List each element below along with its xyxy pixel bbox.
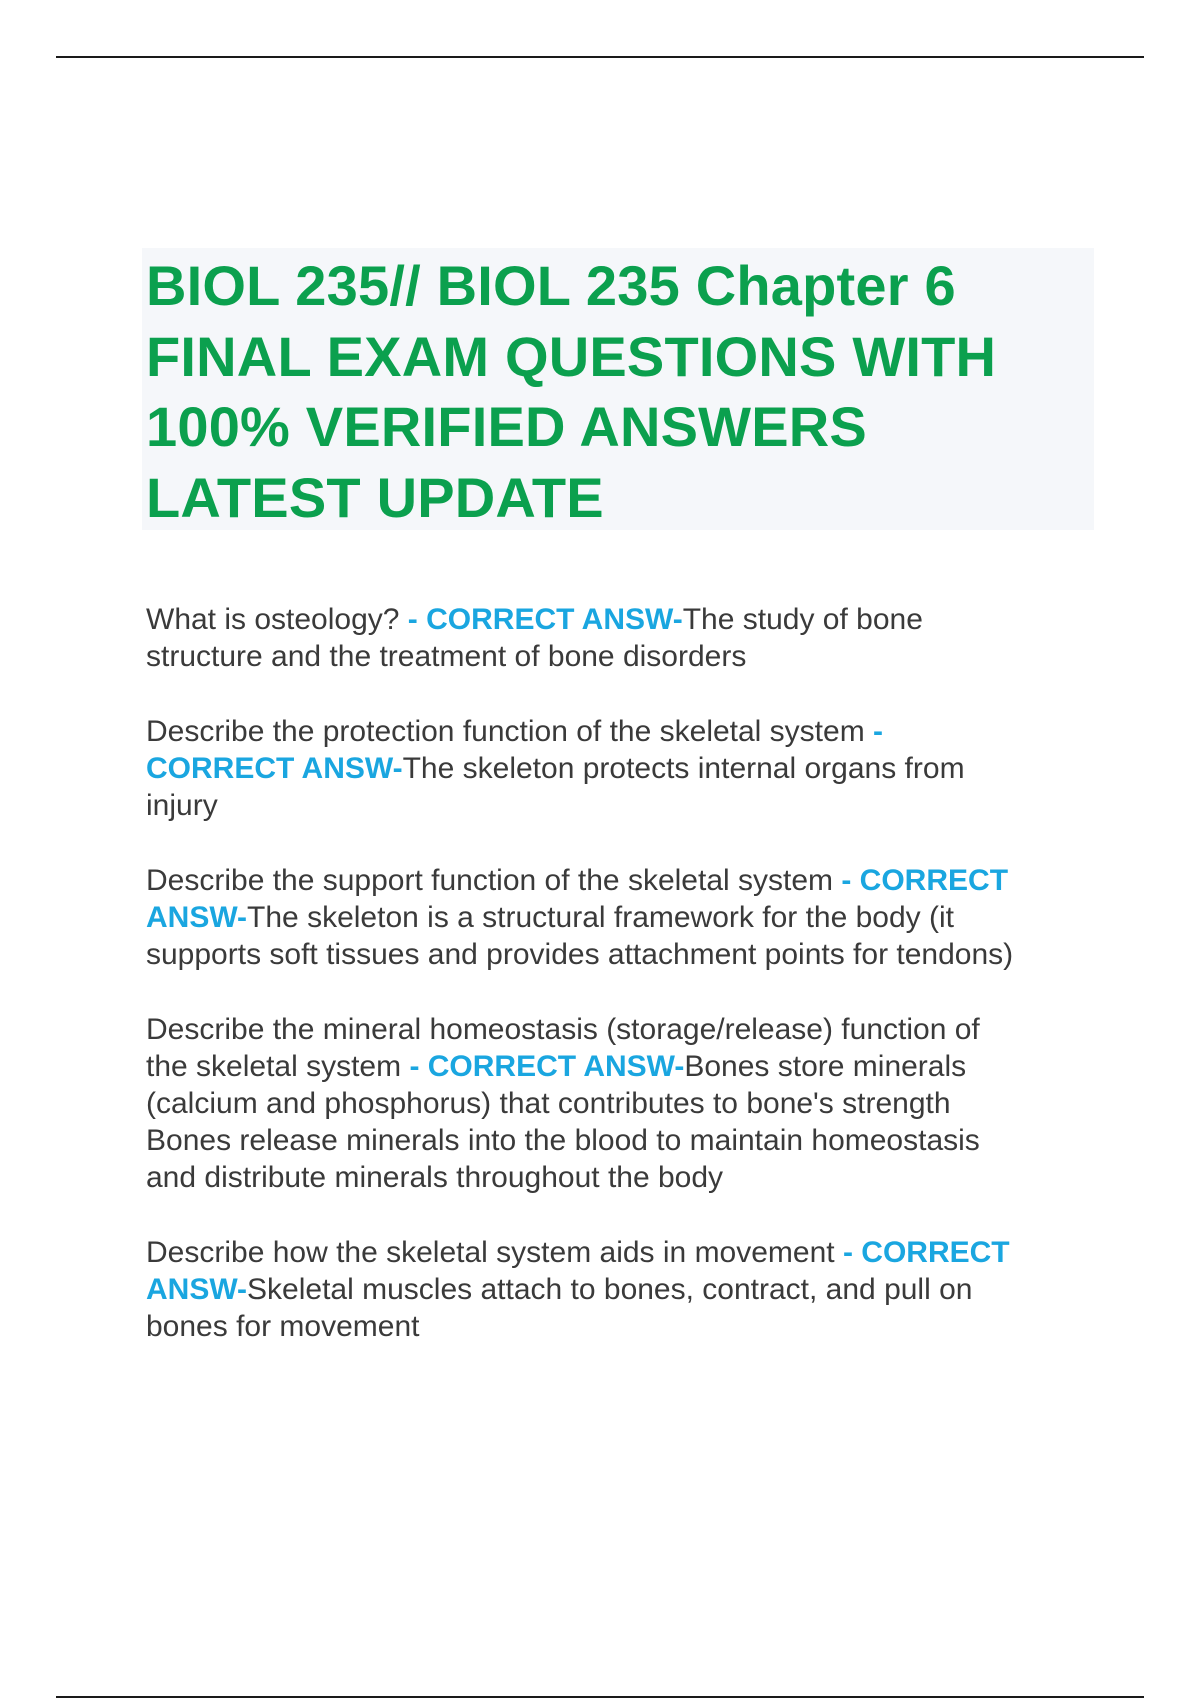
qa-line bbox=[146, 750, 1096, 787]
qa-line bbox=[146, 1159, 1096, 1196]
qa-line bbox=[146, 1085, 1096, 1122]
title-line: FINAL EXAM QUESTIONS WITH bbox=[146, 324, 997, 388]
qa-line bbox=[146, 1271, 1096, 1308]
question-text: supports soft tissues and provides attachment points for tendons) bbox=[146, 938, 1014, 971]
answer-tag: ANSW- bbox=[146, 901, 248, 934]
title-line: LATEST UPDATE bbox=[146, 465, 604, 529]
question-text: What is osteology? bbox=[146, 603, 408, 636]
question-text: and distribute minerals throughout the body bbox=[146, 1161, 724, 1194]
qa-line bbox=[146, 862, 1096, 899]
qa-line bbox=[146, 787, 1096, 824]
answer-tag: - CORRECT bbox=[841, 864, 1009, 897]
qa-item bbox=[146, 1234, 1096, 1345]
question-text: Describe how the skeletal system aids in movement bbox=[146, 1236, 843, 1269]
qa-line bbox=[146, 1308, 1096, 1345]
answer-text: Bones store minerals bbox=[684, 1050, 967, 1083]
qa-line bbox=[146, 936, 1096, 973]
title-line: 100% VERIFIED ANSWERS bbox=[146, 395, 867, 458]
question-text: Bones release minerals into the blood to maintain homeostasis bbox=[146, 1124, 980, 1157]
answer-tag: - CORRECT ANSW- bbox=[409, 1050, 685, 1083]
qa-line bbox=[146, 1234, 1096, 1271]
question-text: the skeletal system bbox=[146, 1050, 410, 1083]
document-title bbox=[146, 248, 1094, 533]
qa-line bbox=[146, 638, 1096, 675]
answer-text: The skeleton protects internal organs from bbox=[402, 752, 965, 785]
qa-line bbox=[146, 899, 1096, 936]
question-text: Describe the support function of the skeletal system bbox=[146, 864, 842, 897]
qa-list bbox=[146, 601, 1096, 1383]
title-line: BIOL 235// BIOL 235 Chapter 6 bbox=[146, 254, 956, 317]
question-text: structure and the treatment of bone disorders bbox=[146, 640, 747, 673]
question-text: Describe the protection function of the skeletal system bbox=[146, 715, 874, 748]
answer-text: Skeletal muscles attach to bones, contract, and pull on bbox=[247, 1273, 973, 1306]
answer-text: The skeleton is a structural framework for the body (it bbox=[247, 901, 954, 934]
qa-line bbox=[146, 601, 1096, 638]
qa-item bbox=[146, 713, 1096, 824]
header-rule bbox=[56, 56, 1144, 58]
qa-line bbox=[146, 1011, 1096, 1048]
question-text: bones for movement bbox=[146, 1310, 420, 1343]
answer-tag: - CORRECT ANSW- bbox=[407, 603, 683, 636]
footer-rule bbox=[56, 1696, 1144, 1698]
qa-line bbox=[146, 1122, 1096, 1159]
question-text: injury bbox=[146, 789, 218, 822]
qa-item bbox=[146, 862, 1096, 973]
qa-line bbox=[146, 713, 1096, 750]
question-text: Describe the mineral homeostasis (storage/release) function of bbox=[146, 1013, 980, 1046]
qa-item bbox=[146, 1011, 1096, 1196]
answer-tag: - CORRECT bbox=[842, 1236, 1010, 1269]
qa-line bbox=[146, 1048, 1096, 1085]
answer-text: The study of bone bbox=[682, 603, 923, 636]
qa-item bbox=[146, 601, 1096, 675]
answer-tag: - bbox=[873, 715, 884, 748]
question-text: (calcium and phosphorus) that contributes to bone's strength bbox=[146, 1087, 951, 1120]
answer-tag: CORRECT ANSW- bbox=[146, 752, 403, 785]
title-block bbox=[142, 248, 1094, 530]
answer-tag: ANSW- bbox=[146, 1273, 248, 1306]
